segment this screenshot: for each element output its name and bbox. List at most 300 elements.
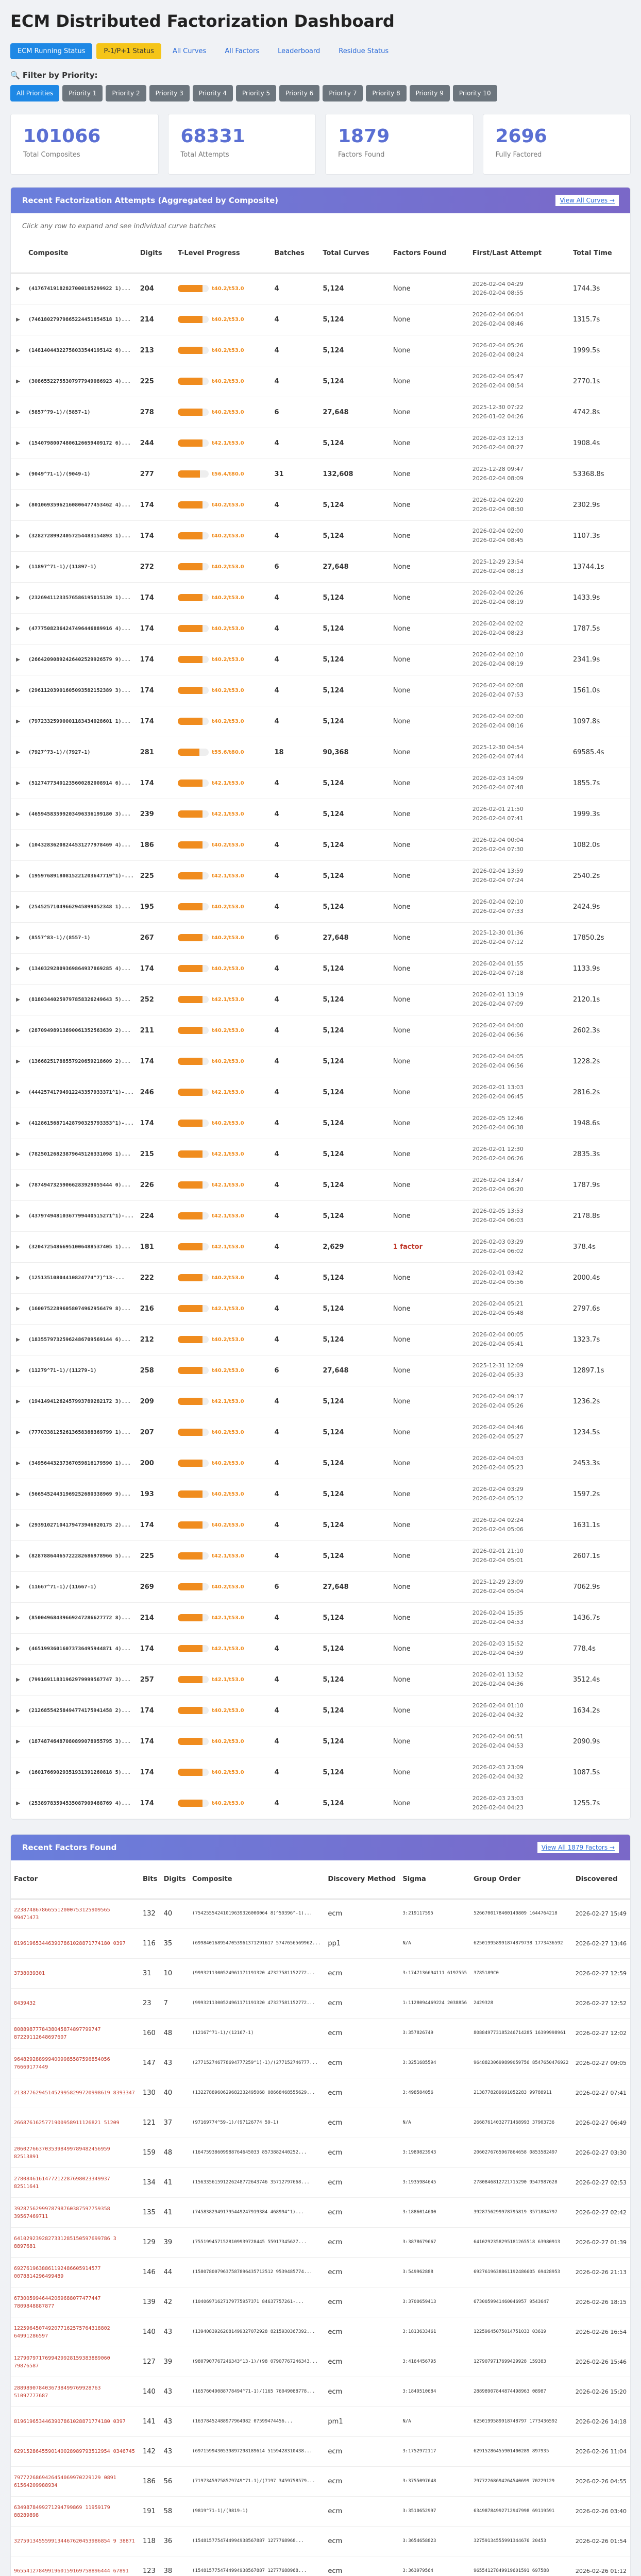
last-attempt: 2026-02-04 07:09	[472, 1001, 524, 1007]
nav-button[interactable]: All Factors	[225, 47, 260, 55]
first-last-cell	[469, 984, 570, 1015]
tlevel-cell	[175, 1170, 271, 1200]
last-attempt: 2026-02-04 05:41	[472, 1341, 524, 1347]
batches-cell: 6	[271, 397, 319, 428]
last-attempt: 2026-02-04 05:56	[472, 1279, 524, 1285]
expand-arrow-icon[interactable]: ▶	[11, 1046, 25, 1077]
discovered-cell: 2026-02-27 02:42	[572, 2198, 630, 2228]
first-last-cell	[469, 1510, 570, 1540]
tlevel-cell	[175, 860, 271, 891]
attempt-row[interactable]	[11, 737, 630, 768]
priority-filter-button[interactable]: Priority 6	[279, 85, 319, 101]
nav-button[interactable]: All Curves	[172, 47, 207, 55]
expand-arrow-icon[interactable]: ▶	[11, 304, 25, 335]
total-time-cell: 3512.4s	[570, 1664, 630, 1695]
composite-cell: (74618027979865224451854518 1)...	[25, 304, 137, 335]
attempt-row[interactable]	[11, 1417, 630, 1448]
expand-arrow-icon[interactable]: ▶	[11, 1170, 25, 1200]
expand-arrow-icon[interactable]: ▶	[11, 799, 25, 829]
digits-cell: 257	[137, 1664, 175, 1695]
first-last-cell	[469, 706, 570, 737]
column-header[interactable]: Composite	[25, 233, 137, 273]
attempt-row[interactable]	[11, 1355, 630, 1386]
expand-arrow-icon[interactable]: ▶	[11, 1262, 25, 1293]
discovered-cell: 2026-02-27 12:02	[572, 2019, 630, 2048]
batches-cell: 4	[271, 1077, 319, 1108]
composite-cell: (10406971627179775957371 84637757261-...	[189, 2287, 325, 2317]
tlevel-cell	[175, 1077, 271, 1108]
factor-cell: 6410292392827331285150597699786 3 8897681	[11, 2228, 140, 2258]
tlevel-cell	[175, 768, 271, 799]
bits-cell: 123	[140, 2556, 161, 2576]
priority-filter-button[interactable]: Priority 7	[323, 85, 363, 101]
last-attempt: 2026-02-04 05:33	[472, 1371, 524, 1378]
total-time-cell: 1082.0s	[570, 829, 630, 860]
group-order-cell: 62915286455901400289 897935	[470, 2437, 572, 2467]
attempt-row[interactable]	[11, 1602, 630, 1633]
expand-arrow-icon[interactable]: ▶	[11, 1015, 25, 1046]
attempt-row[interactable]	[11, 459, 630, 489]
nav-button[interactable]: P-1/P+1 Status	[96, 43, 161, 59]
attempt-row[interactable]	[11, 1510, 630, 1540]
priority-filter-button[interactable]: Priority 8	[366, 85, 406, 101]
attempt-row[interactable]	[11, 675, 630, 706]
composite-cell: (21268554258494774175941458 2)...	[25, 1695, 137, 1726]
last-attempt: 2026-02-04 07:12	[472, 939, 524, 945]
factors-found-cell: None	[390, 1293, 469, 1324]
last-attempt: 2026-02-04 04:32	[472, 1773, 524, 1780]
progress-bar	[178, 841, 209, 849]
tlevel-cell	[175, 1788, 271, 1819]
attempt-row[interactable]	[11, 1726, 630, 1757]
expand-arrow-icon[interactable]: ▶	[11, 891, 25, 922]
discovered-cell: 2026-02-26 18:15	[572, 2287, 630, 2317]
factor-cell: 9655412784991960159169758896444 67891	[11, 2556, 140, 2576]
tlevel-text: t40.2/t53.0	[212, 533, 244, 539]
expand-arrow-icon[interactable]: ▶	[11, 1602, 25, 1633]
expand-arrow-icon[interactable]: ▶	[11, 953, 25, 984]
column-header[interactable]: Discovery Method	[325, 1860, 399, 1899]
expand-arrow-icon[interactable]: ▶	[11, 397, 25, 428]
tlevel-progress	[178, 1800, 268, 1807]
bits-cell: 191	[140, 2497, 161, 2527]
expand-arrow-icon[interactable]: ▶	[11, 737, 25, 768]
expand-arrow-icon[interactable]: ▶	[11, 829, 25, 860]
expand-arrow-icon[interactable]: ▶	[11, 1571, 25, 1602]
tlevel-text: t42.1/t53.0	[212, 1244, 244, 1250]
method-cell: ecm	[325, 2078, 399, 2108]
progress-bar-fill	[178, 625, 203, 632]
expand-arrow-icon[interactable]: ▶	[11, 459, 25, 489]
factors-found-cell: None	[390, 1077, 469, 1108]
attempt-row[interactable]	[11, 1015, 630, 1046]
curves-cell: 5,124	[319, 891, 390, 922]
column-header[interactable]: Bits	[140, 1860, 161, 1899]
expand-arrow-icon[interactable]: ▶	[11, 1355, 25, 1386]
expand-arrow-icon[interactable]: ▶	[11, 1695, 25, 1726]
attempt-row[interactable]	[11, 335, 630, 366]
factor-cell: 6349878499271294799869 11959179 88289898	[11, 2497, 140, 2527]
attempt-row[interactable]	[11, 1571, 630, 1602]
expand-arrow-icon[interactable]: ▶	[11, 1324, 25, 1355]
column-header[interactable]: Composite	[189, 1860, 325, 1899]
expand-arrow-icon[interactable]: ▶	[11, 613, 25, 644]
bits-cell: 130	[140, 2078, 161, 2108]
attempt-row[interactable]	[11, 366, 630, 397]
column-header[interactable]: Sigma	[399, 1860, 470, 1899]
progress-bar-fill	[178, 285, 203, 292]
expand-arrow-icon[interactable]: ▶	[11, 1448, 25, 1479]
digits-cell: 252	[137, 984, 175, 1015]
priority-filter-button[interactable]: Priority 4	[193, 85, 233, 101]
tlevel-cell	[175, 1757, 271, 1788]
tlevel-text: t40.2/t53.0	[212, 718, 244, 724]
expand-arrow-icon[interactable]: ▶	[11, 366, 25, 397]
digits-cell: 213	[137, 335, 175, 366]
curves-cell: 5,124	[319, 428, 390, 459]
tlevel-progress	[178, 594, 268, 601]
attempt-row[interactable]	[11, 613, 630, 644]
expand-arrow-icon[interactable]: ▶	[11, 335, 25, 366]
attempt-row[interactable]	[11, 1108, 630, 1139]
composite-cell: (12167^71-1)/(12167-1)	[189, 2019, 325, 2048]
group-order-cell: 1279079717699429928 159383	[470, 2347, 572, 2377]
attempt-row[interactable]	[11, 273, 630, 304]
expand-arrow-icon[interactable]: ▶	[11, 1633, 25, 1664]
nav-button[interactable]: Leaderboard	[278, 47, 320, 55]
batches-cell: 4	[271, 1540, 319, 1571]
factor-row	[11, 2407, 630, 2437]
attempt-row[interactable]	[11, 1046, 630, 1077]
total-time-cell: 2090.9s	[570, 1726, 630, 1757]
attempt-row[interactable]	[11, 1293, 630, 1324]
composite-cell: (77703381252613658388369799 1)...	[25, 1417, 137, 1448]
first-last-cell	[469, 1788, 570, 1819]
progress-bar	[178, 1212, 209, 1219]
attempt-row[interactable]	[11, 1170, 630, 1200]
expand-arrow-icon[interactable]: ▶	[11, 428, 25, 459]
discovered-cell: 2026-02-26 04:55	[572, 2467, 630, 2497]
expand-arrow-icon[interactable]: ▶	[11, 984, 25, 1015]
attempt-row[interactable]	[11, 582, 630, 613]
expand-arrow-icon[interactable]: ▶	[11, 1726, 25, 1757]
composite-cell: (1580780079637587896435712512 9539485774...	[189, 2258, 325, 2287]
attempt-row[interactable]	[11, 428, 630, 459]
expand-arrow-icon[interactable]: ▶	[11, 582, 25, 613]
attempt-row[interactable]	[11, 1324, 630, 1355]
factor-cell: 2780846161477212287698023349937 82511641	[11, 2168, 140, 2198]
method-cell: ecm	[325, 2556, 399, 2576]
attempt-row[interactable]	[11, 1231, 630, 1262]
total-time-cell: 2770.1s	[570, 366, 630, 397]
expand-arrow-icon[interactable]: ▶	[11, 1788, 25, 1819]
factors-found-cell: None	[390, 1262, 469, 1293]
nav-button[interactable]: Residue Status	[339, 47, 389, 55]
factors-found-cell: None	[390, 953, 469, 984]
column-header[interactable]: Total Time	[570, 233, 630, 273]
first-last-cell	[469, 768, 570, 799]
attempt-row[interactable]	[11, 1139, 630, 1170]
progress-bar	[178, 378, 209, 385]
attempt-row[interactable]	[11, 922, 630, 953]
sigma-cell: 3:3878679667	[399, 2228, 470, 2258]
expand-arrow-icon[interactable]: ▶	[11, 551, 25, 582]
discovered-cell: 2026-02-26 14:18	[572, 2407, 630, 2437]
expand-arrow-icon[interactable]: ▶	[11, 644, 25, 675]
expand-arrow-icon[interactable]: ▶	[11, 1077, 25, 1108]
first-attempt: 2025-12-30 04:54	[472, 744, 524, 751]
group-order-cell: 6250199589918748797 1773436592	[470, 2407, 572, 2437]
last-attempt: 2026-02-04 05:01	[472, 1557, 524, 1564]
column-header[interactable]: T-Level Progress	[175, 233, 271, 273]
expand-arrow-icon[interactable]: ▶	[11, 675, 25, 706]
expand-arrow-icon[interactable]: ▶	[11, 922, 25, 953]
attempt-row[interactable]	[11, 1077, 630, 1108]
last-attempt: 2026-02-04 06:20	[472, 1186, 524, 1193]
expand-arrow-icon[interactable]: ▶	[11, 1540, 25, 1571]
progress-bar	[178, 470, 209, 478]
digits-cell: 174	[137, 1695, 175, 1726]
expand-arrow-icon[interactable]: ▶	[11, 273, 25, 304]
tlevel-progress	[178, 841, 268, 849]
attempt-row[interactable]	[11, 1633, 630, 1664]
expand-arrow-icon[interactable]: ▶	[11, 1293, 25, 1324]
attempt-row[interactable]	[11, 984, 630, 1015]
tlevel-text: t40.2/t53.0	[212, 1738, 244, 1744]
first-last-cell	[469, 953, 570, 984]
method-cell: ecm	[325, 2198, 399, 2228]
progress-bar	[178, 1150, 209, 1158]
tlevel-progress	[178, 1243, 268, 1250]
attempt-row[interactable]	[11, 1448, 630, 1479]
tlevel-cell	[175, 1479, 271, 1510]
batches-cell: 6	[271, 1571, 319, 1602]
digits-cell: 214	[137, 1602, 175, 1633]
expand-arrow-icon[interactable]: ▶	[11, 860, 25, 891]
batches-cell: 4	[271, 1200, 319, 1231]
attempt-row[interactable]	[11, 304, 630, 335]
first-attempt: 2026-02-04 00:04	[472, 837, 524, 844]
progress-bar-fill	[178, 903, 203, 910]
expand-arrow-icon[interactable]: ▶	[11, 1200, 25, 1231]
attempt-row[interactable]	[11, 829, 630, 860]
tlevel-cell	[175, 1231, 271, 1262]
factor-cell: 3928756299978798760387597759358 39567469711	[11, 2198, 140, 2228]
progress-bar	[178, 347, 209, 354]
priority-filter-button[interactable]: Priority 9	[410, 85, 450, 101]
view-all-curves-link[interactable]: View All Curves →	[555, 195, 619, 206]
batches-cell: 4	[271, 1170, 319, 1200]
factor-row	[11, 1899, 630, 1929]
composite-cell: (41767419182827000185299922 1)...	[25, 273, 137, 304]
tlevel-progress	[178, 749, 268, 756]
curves-cell: 5,124	[319, 706, 390, 737]
group-order-cell: 808849773185246714285 16399998961	[470, 2019, 572, 2048]
priority-filter-button[interactable]: Priority 5	[236, 85, 276, 101]
attempt-row[interactable]	[11, 1695, 630, 1726]
expand-arrow-icon[interactable]: ▶	[11, 520, 25, 551]
total-time-cell: 1228.2s	[570, 1046, 630, 1077]
attempt-row[interactable]	[11, 706, 630, 737]
factor-cell: 2060276637035398499789482456959 82513891	[11, 2138, 140, 2168]
attempt-row[interactable]	[11, 860, 630, 891]
first-attempt: 2026-02-04 04:03	[472, 1455, 524, 1462]
batches-cell: 4	[271, 1324, 319, 1355]
composite-cell: (11897^71-1)/(11897-1)	[25, 551, 137, 582]
attempt-row[interactable]	[11, 1757, 630, 1788]
expand-arrow-icon[interactable]: ▶	[11, 1386, 25, 1417]
view-all-factors-link[interactable]: View All 1879 Factors →	[537, 1842, 619, 1853]
tlevel-progress	[178, 1521, 268, 1529]
priority-filter-button[interactable]: Priority 10	[453, 85, 497, 101]
attempt-row[interactable]	[11, 1479, 630, 1510]
factor-cell: 2238748678665512000753125909565 99471473	[11, 1899, 140, 1929]
column-header[interactable]	[11, 233, 25, 273]
tlevel-cell	[175, 1695, 271, 1726]
discovered-cell: 2026-02-26 15:20	[572, 2377, 630, 2407]
priority-filter-button[interactable]: Priority 2	[106, 85, 146, 101]
sigma-cell: 3:3755097648	[399, 2467, 470, 2497]
tlevel-text: t40.2/t53.0	[212, 1429, 244, 1435]
attempt-row[interactable]	[11, 397, 630, 428]
total-time-cell: 1255.7s	[570, 1788, 630, 1819]
digits-cell: 211	[137, 1015, 175, 1046]
composite-cell: (6971599430539897298189614 5159428310438...	[189, 2437, 325, 2467]
total-time-cell: 1236.2s	[570, 1386, 630, 1417]
batches-cell: 4	[271, 582, 319, 613]
factors-found-cell: None	[390, 304, 469, 335]
curves-cell: 5,124	[319, 489, 390, 520]
column-header[interactable]: Discovered	[572, 1860, 630, 1899]
attempt-row[interactable]	[11, 953, 630, 984]
tlevel-progress	[178, 1645, 268, 1652]
progress-bar	[178, 1676, 209, 1683]
progress-bar-fill	[178, 656, 203, 663]
column-header[interactable]: First/Last Attempt	[469, 233, 570, 273]
last-attempt: 2026-02-04 06:38	[472, 1124, 524, 1131]
expand-arrow-icon[interactable]: ▶	[11, 1664, 25, 1695]
factors-found-cell: None	[390, 366, 469, 397]
column-header[interactable]: Factors Found	[390, 233, 469, 273]
progress-bar-fill	[178, 1614, 203, 1621]
factors-found-cell: None	[390, 273, 469, 304]
composite-cell: (32047254866951006488537405 1)...	[25, 1231, 137, 1262]
expand-arrow-icon[interactable]: ▶	[11, 768, 25, 799]
expand-arrow-icon[interactable]: ▶	[11, 706, 25, 737]
column-header[interactable]: Group Order	[470, 1860, 572, 1899]
column-header[interactable]: Factor	[11, 1860, 140, 1899]
first-attempt: 2025-12-28 09:47	[472, 466, 524, 473]
expand-arrow-icon[interactable]: ▶	[11, 1510, 25, 1540]
digits-cell: 226	[137, 1170, 175, 1200]
attempt-row[interactable]	[11, 1200, 630, 1231]
composite-cell: (7551994571528109939728445 55917345627...	[189, 2228, 325, 2258]
batches-cell: 4	[271, 1633, 319, 1664]
group-order-cell: 2138778289691052283 99788911	[470, 2078, 572, 2108]
last-attempt: 2026-02-04 04:36	[472, 1681, 524, 1687]
progress-bar	[178, 1305, 209, 1312]
tlevel-progress	[178, 1212, 268, 1219]
expand-arrow-icon[interactable]: ▶	[11, 1231, 25, 1262]
first-last-cell	[469, 675, 570, 706]
priority-filter-button[interactable]: Priority 1	[62, 85, 103, 101]
filter-label-text: Filter by Priority:	[22, 71, 98, 80]
progress-bar	[178, 563, 209, 570]
attempt-row[interactable]	[11, 768, 630, 799]
progress-bar-fill	[178, 1150, 203, 1158]
sigma-cell: 3:1886014600	[399, 2198, 470, 2228]
priority-filter-button[interactable]: Priority 3	[149, 85, 190, 101]
batches-cell: 4	[271, 1139, 319, 1170]
tlevel-text: t40.2/t53.0	[212, 1707, 244, 1714]
batches-cell: 31	[271, 459, 319, 489]
tlevel-cell	[175, 1664, 271, 1695]
curves-cell: 5,124	[319, 1448, 390, 1479]
group-order-cell: 96554127849919601591 697588	[470, 2556, 572, 2576]
composite-cell: (71973459758579749^71-1)/(7197 3459758579...	[189, 2467, 325, 2497]
first-attempt: 2026-02-04 05:21	[472, 1300, 524, 1308]
composite-cell: (16576049088778494^71-1)/(165 76049088778...	[189, 2377, 325, 2407]
tlevel-cell	[175, 829, 271, 860]
progress-bar-fill	[178, 1460, 203, 1467]
expand-arrow-icon[interactable]: ▶	[11, 1417, 25, 1448]
last-attempt: 2026-02-04 08:19	[472, 660, 524, 667]
last-attempt: 2026-02-04 08:09	[472, 475, 524, 482]
column-header[interactable]: Total Curves	[319, 233, 390, 273]
digits-cell: 181	[137, 1231, 175, 1262]
column-header[interactable]: Batches	[271, 233, 319, 273]
expand-arrow-icon[interactable]: ▶	[11, 1108, 25, 1139]
tlevel-cell	[175, 1540, 271, 1571]
batches-cell: 4	[271, 860, 319, 891]
factor-cell: 3275913455599134467620453986854 9 38871	[11, 2527, 140, 2556]
column-header[interactable]: Digits	[161, 1860, 189, 1899]
attempt-row[interactable]	[11, 799, 630, 829]
expand-arrow-icon[interactable]: ▶	[11, 1139, 25, 1170]
total-time-cell: 1133.9s	[570, 953, 630, 984]
total-time-cell: 1433.9s	[570, 582, 630, 613]
column-header[interactable]: Digits	[137, 233, 175, 273]
composite-cell: (16475938609988764645033 8573882440252...	[189, 2138, 325, 2168]
priority-filter-button[interactable]: All Priorities	[10, 85, 59, 101]
attempt-row[interactable]	[11, 1386, 630, 1417]
attempt-row[interactable]	[11, 644, 630, 675]
first-attempt: 2026-02-04 15:35	[472, 1609, 524, 1617]
nav-button[interactable]: ECM Running Status	[10, 43, 92, 59]
progress-bar	[178, 1738, 209, 1745]
progress-bar	[178, 1769, 209, 1776]
attempt-row[interactable]	[11, 551, 630, 582]
total-time-cell: 1908.4s	[570, 428, 630, 459]
digits-cell: 186	[137, 829, 175, 860]
tlevel-progress	[178, 1769, 268, 1776]
digits-cell: 204	[137, 273, 175, 304]
attempt-row[interactable]	[11, 1788, 630, 1819]
first-attempt: 2026-02-04 01:55	[472, 960, 524, 968]
progress-bar	[178, 409, 209, 416]
attempt-row[interactable]	[11, 891, 630, 922]
progress-bar-fill	[178, 1800, 203, 1807]
attempt-row[interactable]	[11, 489, 630, 520]
attempt-row[interactable]	[11, 1262, 630, 1293]
expand-arrow-icon[interactable]: ▶	[11, 489, 25, 520]
attempt-row[interactable]	[11, 520, 630, 551]
curves-cell: 27,648	[319, 397, 390, 428]
expand-arrow-icon[interactable]: ▶	[11, 1479, 25, 1510]
attempt-row[interactable]	[11, 1664, 630, 1695]
attempt-row[interactable]	[11, 1540, 630, 1571]
expand-arrow-icon[interactable]: ▶	[11, 1757, 25, 1788]
